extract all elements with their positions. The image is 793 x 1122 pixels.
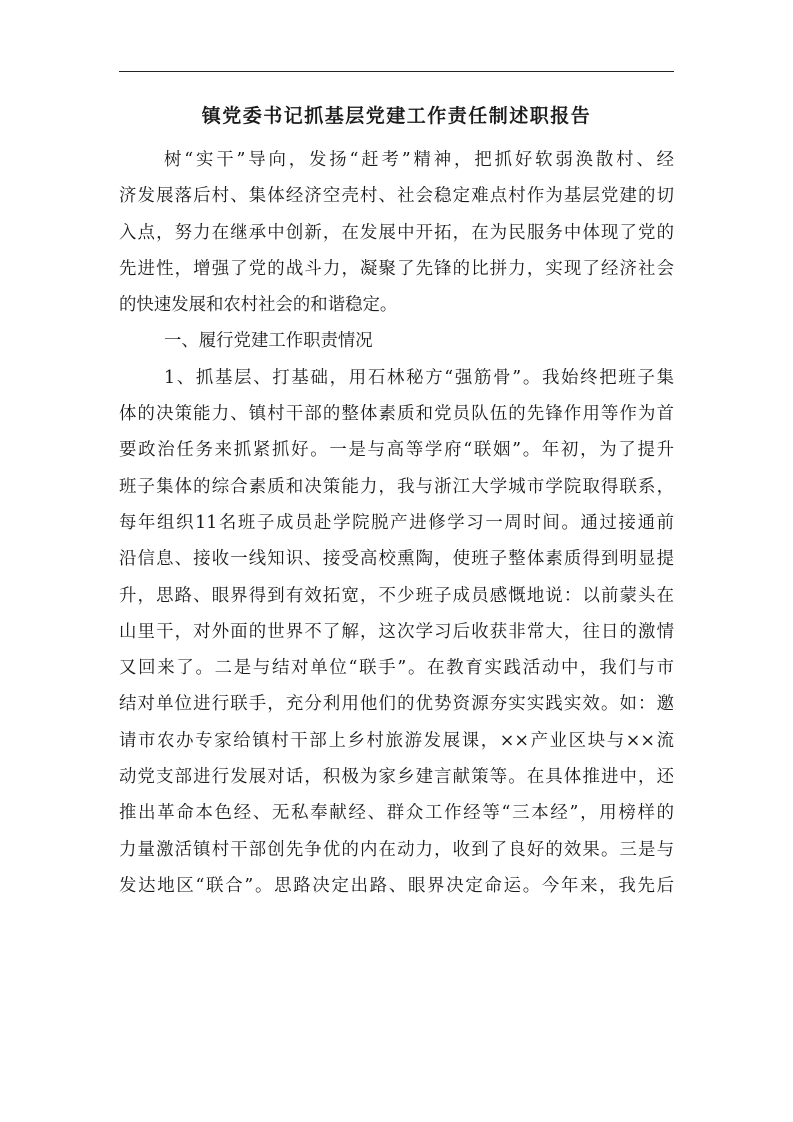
body-line: 发达地区“联合”。思路决定出路、眼界决定命运。今年来，我先后 — [119, 875, 674, 896]
document-body — [119, 142, 674, 904]
body-line: 济发展落后村、集体经济空壳村、社会稳定难点村作为基层党建的切 — [119, 186, 674, 207]
body-line: 1、抓基层、打基础，用石林秘方“强筋骨”。我始终把班子集 — [164, 367, 674, 388]
header-rule — [119, 71, 674, 72]
body-line: 力量激活镇村干部创先争优的内在动力，收到了良好的效果。三是与 — [119, 839, 674, 860]
body-line: 沿信息、接收一线知识、接受高校熏陶，使班子整体素质得到明显提 — [119, 549, 674, 570]
body-line: 推出革命本色经、无私奉献经、群众工作经等“三本经”，用榜样的 — [119, 803, 674, 824]
body-line: 一、履行党建工作职责情况 — [164, 331, 373, 352]
body-line: 又回来了。二是与结对单位“联手”。在教育实践活动中，我们与市 — [119, 658, 674, 679]
body-line: 动党支部进行发展对话，积极为家乡建言献策等。在具体推进中，还 — [119, 767, 674, 788]
body-line: 先进性，增强了党的战斗力，凝聚了先锋的比拼力，实现了经济社会 — [119, 258, 674, 279]
body-line: 体的决策能力、镇村干部的整体素质和党员队伍的先锋作用等作为首 — [119, 404, 674, 425]
body-line: 班子集体的综合素质和决策能力，我与浙江大学城市学院取得联系， — [119, 476, 674, 497]
body-line: 要政治任务来抓紧抓好。一是与高等学府“联姻”。年初，为了提升 — [119, 440, 674, 461]
body-line: 请市农办专家给镇村干部上乡村旅游发展课，××产业区块与××流 — [119, 730, 674, 751]
body-line: 树“实干”导向，发扬“赶考”精神，把抓好软弱涣散村、经 — [164, 150, 674, 170]
body-line: 结对单位进行联手，充分利用他们的优势资源夯实实践实效。如：邀 — [119, 694, 674, 715]
body-line: 的快速发展和农村社会的和谐稳定。 — [119, 295, 398, 316]
document-title: 镇党委书记抓基层党建工作责任制述职报告 — [201, 105, 592, 127]
body-line: 入点，努力在继承中创新，在发展中开拓，在为民服务中体现了党的 — [119, 222, 674, 243]
body-line: 山里干，对外面的世界不了解，这次学习后收获非常大，往日的激情 — [119, 621, 674, 642]
body-line: 升，思路、眼界得到有效拓宽，不少班子成员感慨地说：以前蒙头在 — [119, 585, 674, 606]
body-line: 每年组织11名班子成员赴学院脱产进修学习一周时间。通过接通前 — [119, 512, 674, 533]
